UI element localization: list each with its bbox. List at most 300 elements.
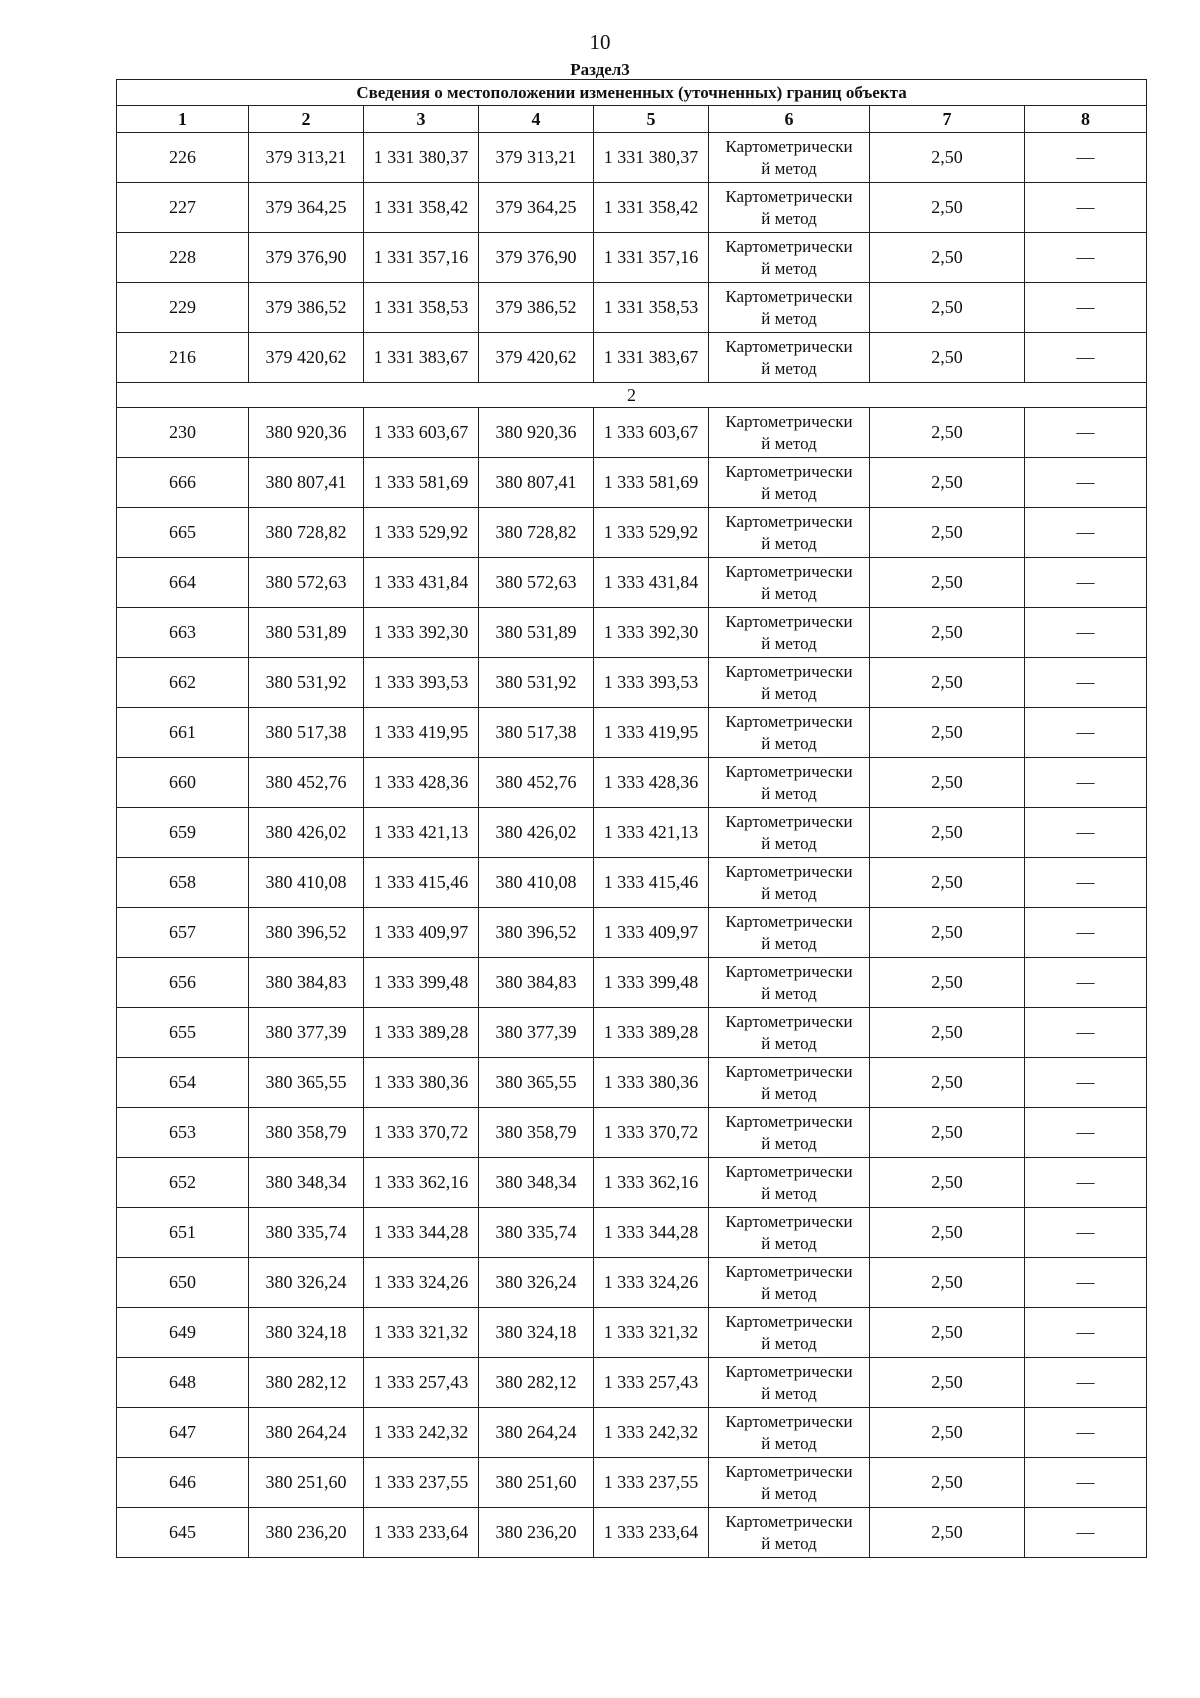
accuracy-cell: 2,50 (870, 1408, 1025, 1458)
method-text-line: й метод (761, 308, 817, 328)
point-number-cell: 647 (117, 1408, 249, 1458)
method-cell (709, 758, 870, 808)
table-row (117, 408, 1147, 458)
y-existing-cell: 1 331 383,67 (364, 333, 479, 383)
point-number-cell: 666 (117, 458, 249, 508)
method-text-line: й метод (761, 783, 817, 803)
y-new-cell: 1 333 393,53 (594, 658, 709, 708)
table-row (117, 608, 1147, 658)
method-text-line: Картометрически (725, 561, 853, 581)
x-existing-cell: 380 326,24 (249, 1258, 364, 1308)
accuracy-cell: 2,50 (870, 908, 1025, 958)
note-cell: — (1025, 758, 1147, 808)
accuracy-cell: 2,50 (870, 458, 1025, 508)
note-cell: — (1025, 1358, 1147, 1408)
y-existing-cell: 1 333 529,92 (364, 508, 479, 558)
method-cell (709, 1358, 870, 1408)
column-number: 8 (1025, 106, 1147, 133)
x-new-cell: 380 326,24 (479, 1258, 594, 1308)
method-cell (709, 1458, 870, 1508)
column-number: 7 (870, 106, 1025, 133)
table-row (117, 558, 1147, 608)
method-text-line: й метод (761, 833, 817, 853)
method-cell (709, 1258, 870, 1308)
method-cell (709, 133, 870, 183)
note-cell: — (1025, 658, 1147, 708)
y-existing-cell: 1 333 324,26 (364, 1258, 479, 1308)
point-number-cell: 645 (117, 1508, 249, 1558)
y-existing-cell: 1 333 399,48 (364, 958, 479, 1008)
y-existing-cell: 1 333 380,36 (364, 1058, 479, 1108)
y-new-cell: 1 333 380,36 (594, 1058, 709, 1108)
x-existing-cell: 380 335,74 (249, 1208, 364, 1258)
x-new-cell: 380 324,18 (479, 1308, 594, 1358)
contour-label-row (117, 383, 1147, 408)
table-row (117, 183, 1147, 233)
table-row (117, 133, 1147, 183)
note-cell: — (1025, 333, 1147, 383)
method-cell (709, 283, 870, 333)
x-existing-cell: 379 364,25 (249, 183, 364, 233)
x-existing-cell: 380 572,63 (249, 558, 364, 608)
method-cell (709, 808, 870, 858)
note-cell: — (1025, 1508, 1147, 1558)
boundary-coordinates-table (116, 79, 1147, 1558)
point-number-cell: 229 (117, 283, 249, 333)
table-row (117, 1308, 1147, 1358)
method-text-line: Картометрически (725, 1211, 853, 1231)
accuracy-cell: 2,50 (870, 608, 1025, 658)
method-text-line: Картометрически (725, 511, 853, 531)
table-row (117, 1358, 1147, 1408)
y-new-cell: 1 331 358,42 (594, 183, 709, 233)
method-text-line: й метод (761, 1083, 817, 1103)
y-existing-cell: 1 333 392,30 (364, 608, 479, 658)
note-cell: — (1025, 808, 1147, 858)
method-text-line: й метод (761, 683, 817, 703)
accuracy-cell: 2,50 (870, 1308, 1025, 1358)
y-new-cell: 1 333 370,72 (594, 1108, 709, 1158)
table-row (117, 658, 1147, 708)
accuracy-cell: 2,50 (870, 708, 1025, 758)
method-text-line: й метод (761, 1533, 817, 1553)
note-cell: — (1025, 1258, 1147, 1308)
method-cell (709, 1108, 870, 1158)
y-new-cell: 1 333 392,30 (594, 608, 709, 658)
y-existing-cell: 1 333 415,46 (364, 858, 479, 908)
point-number-cell: 651 (117, 1208, 249, 1258)
x-new-cell: 380 251,60 (479, 1458, 594, 1508)
x-new-cell: 380 920,36 (479, 408, 594, 458)
method-text-line: Картометрически (725, 911, 853, 931)
method-text-line: Картометрически (725, 1111, 853, 1131)
method-cell (709, 608, 870, 658)
accuracy-cell: 2,50 (870, 233, 1025, 283)
x-new-cell: 380 282,12 (479, 1358, 594, 1408)
y-new-cell: 1 333 603,67 (594, 408, 709, 458)
x-new-cell: 380 348,34 (479, 1158, 594, 1208)
note-cell: — (1025, 1408, 1147, 1458)
accuracy-cell: 2,50 (870, 283, 1025, 333)
point-number-cell: 660 (117, 758, 249, 808)
method-text-line: й метод (761, 1033, 817, 1053)
x-existing-cell: 380 531,89 (249, 608, 364, 658)
y-new-cell: 1 333 242,32 (594, 1408, 709, 1458)
method-text-line: й метод (761, 933, 817, 953)
column-number: 3 (364, 106, 479, 133)
y-existing-cell: 1 333 257,43 (364, 1358, 479, 1408)
method-cell (709, 1308, 870, 1358)
y-new-cell: 1 331 380,37 (594, 133, 709, 183)
table-row (117, 508, 1147, 558)
method-text-line: й метод (761, 1333, 817, 1353)
table-row (117, 1058, 1147, 1108)
x-new-cell: 380 426,02 (479, 808, 594, 858)
x-existing-cell: 380 251,60 (249, 1458, 364, 1508)
method-text-line: й метод (761, 1133, 817, 1153)
point-number-cell: 228 (117, 233, 249, 283)
column-number-row (117, 106, 1147, 133)
method-cell (709, 1508, 870, 1558)
y-new-cell: 1 333 421,13 (594, 808, 709, 858)
note-cell: — (1025, 233, 1147, 283)
point-number-cell: 656 (117, 958, 249, 1008)
y-new-cell: 1 333 419,95 (594, 708, 709, 758)
method-cell (709, 408, 870, 458)
y-new-cell: 1 333 409,97 (594, 908, 709, 958)
y-existing-cell: 1 333 344,28 (364, 1208, 479, 1258)
y-existing-cell: 1 331 380,37 (364, 133, 479, 183)
method-text-line: Картометрически (725, 236, 853, 256)
y-new-cell: 1 333 431,84 (594, 558, 709, 608)
method-text-line: Картометрически (725, 861, 853, 881)
note-cell: — (1025, 183, 1147, 233)
accuracy-cell: 2,50 (870, 558, 1025, 608)
x-new-cell: 380 377,39 (479, 1008, 594, 1058)
accuracy-cell: 2,50 (870, 1508, 1025, 1558)
point-number-cell: 661 (117, 708, 249, 758)
method-cell (709, 458, 870, 508)
x-new-cell: 380 531,89 (479, 608, 594, 658)
y-existing-cell: 1 333 603,67 (364, 408, 479, 458)
method-cell (709, 558, 870, 608)
x-new-cell: 379 313,21 (479, 133, 594, 183)
y-new-cell: 1 333 428,36 (594, 758, 709, 808)
x-existing-cell: 380 377,39 (249, 1008, 364, 1058)
method-text-line: й метод (761, 483, 817, 503)
table-row (117, 1208, 1147, 1258)
x-existing-cell: 379 420,62 (249, 333, 364, 383)
point-number-cell: 216 (117, 333, 249, 383)
table-row (117, 333, 1147, 383)
point-number-cell: 659 (117, 808, 249, 858)
accuracy-cell: 2,50 (870, 1258, 1025, 1308)
x-new-cell: 380 410,08 (479, 858, 594, 908)
x-new-cell: 380 396,52 (479, 908, 594, 958)
method-text-line: Картометрически (725, 761, 853, 781)
y-new-cell: 1 333 257,43 (594, 1358, 709, 1408)
x-new-cell: 380 807,41 (479, 458, 594, 508)
y-existing-cell: 1 333 242,32 (364, 1408, 479, 1458)
accuracy-cell: 2,50 (870, 958, 1025, 1008)
method-text-line: й метод (761, 1383, 817, 1403)
note-cell: — (1025, 1308, 1147, 1358)
method-text-line: й метод (761, 633, 817, 653)
x-new-cell: 380 264,24 (479, 1408, 594, 1458)
note-cell: — (1025, 1158, 1147, 1208)
method-text-line: Картометрически (725, 961, 853, 981)
accuracy-cell: 2,50 (870, 1008, 1025, 1058)
method-text-line: й метод (761, 258, 817, 278)
method-text-line: Картометрически (725, 1511, 853, 1531)
x-existing-cell: 380 452,76 (249, 758, 364, 808)
y-new-cell: 1 331 358,53 (594, 283, 709, 333)
x-existing-cell: 379 376,90 (249, 233, 364, 283)
point-number-cell: 657 (117, 908, 249, 958)
x-existing-cell: 380 236,20 (249, 1508, 364, 1558)
y-new-cell: 1 333 529,92 (594, 508, 709, 558)
method-text-line: Картометрически (725, 336, 853, 356)
method-text-line: Картометрически (725, 711, 853, 731)
accuracy-cell: 2,50 (870, 1058, 1025, 1108)
y-existing-cell: 1 333 393,53 (364, 658, 479, 708)
method-cell (709, 1208, 870, 1258)
accuracy-cell: 2,50 (870, 1208, 1025, 1258)
contour-label: 2 (117, 383, 1147, 408)
y-new-cell: 1 333 415,46 (594, 858, 709, 908)
y-existing-cell: 1 333 362,16 (364, 1158, 479, 1208)
x-new-cell: 380 452,76 (479, 758, 594, 808)
method-text-line: й метод (761, 208, 817, 228)
x-new-cell: 380 531,92 (479, 658, 594, 708)
x-new-cell: 380 384,83 (479, 958, 594, 1008)
section-label: Раздел3 (570, 60, 630, 79)
method-cell (709, 508, 870, 558)
x-existing-cell: 380 282,12 (249, 1358, 364, 1408)
method-text-line: Картометрически (725, 461, 853, 481)
table-row (117, 1458, 1147, 1508)
method-text-line: й метод (761, 733, 817, 753)
y-existing-cell: 1 333 428,36 (364, 758, 479, 808)
method-text-line: й метод (761, 1183, 817, 1203)
method-cell (709, 183, 870, 233)
method-cell (709, 1158, 870, 1208)
x-existing-cell: 380 517,38 (249, 708, 364, 758)
point-number-cell: 650 (117, 1258, 249, 1308)
y-existing-cell: 1 331 358,42 (364, 183, 479, 233)
accuracy-cell: 2,50 (870, 1358, 1025, 1408)
y-new-cell: 1 333 324,26 (594, 1258, 709, 1308)
accuracy-cell: 2,50 (870, 858, 1025, 908)
note-cell: — (1025, 958, 1147, 1008)
x-new-cell: 380 236,20 (479, 1508, 594, 1558)
table-row (117, 858, 1147, 908)
table-caption: Сведения о местоположении измененных (уточненных) границ объекта (117, 80, 1147, 106)
method-text-line: й метод (761, 158, 817, 178)
method-text-line: й метод (761, 883, 817, 903)
method-text-line: Картометрически (725, 611, 853, 631)
accuracy-cell: 2,50 (870, 508, 1025, 558)
column-number: 2 (249, 106, 364, 133)
x-new-cell: 380 335,74 (479, 1208, 594, 1258)
y-existing-cell: 1 333 421,13 (364, 808, 479, 858)
y-new-cell: 1 333 344,28 (594, 1208, 709, 1258)
note-cell: — (1025, 133, 1147, 183)
table-row (117, 458, 1147, 508)
x-new-cell: 380 517,38 (479, 708, 594, 758)
page-number: 10 (589, 30, 611, 54)
y-new-cell: 1 333 389,28 (594, 1008, 709, 1058)
x-new-cell: 380 358,79 (479, 1108, 594, 1158)
column-number: 6 (709, 106, 870, 133)
note-cell: — (1025, 408, 1147, 458)
method-text-line: Картометрически (725, 661, 853, 681)
x-existing-cell: 380 728,82 (249, 508, 364, 558)
point-number-cell: 649 (117, 1308, 249, 1358)
column-number: 5 (594, 106, 709, 133)
x-existing-cell: 380 348,34 (249, 1158, 364, 1208)
note-cell: — (1025, 1108, 1147, 1158)
y-existing-cell: 1 333 370,72 (364, 1108, 479, 1158)
x-existing-cell: 379 386,52 (249, 283, 364, 333)
method-text-line: й метод (761, 433, 817, 453)
y-new-cell: 1 333 233,64 (594, 1508, 709, 1558)
method-cell (709, 658, 870, 708)
method-text-line: Картометрически (725, 1261, 853, 1281)
y-existing-cell: 1 333 233,64 (364, 1508, 479, 1558)
table-body (117, 133, 1147, 1558)
y-existing-cell: 1 333 419,95 (364, 708, 479, 758)
y-existing-cell: 1 331 358,53 (364, 283, 479, 333)
note-cell: — (1025, 608, 1147, 658)
x-new-cell: 380 728,82 (479, 508, 594, 558)
point-number-cell: 648 (117, 1358, 249, 1408)
method-text-line: Картометрически (725, 811, 853, 831)
table-row (117, 1258, 1147, 1308)
x-existing-cell: 380 410,08 (249, 858, 364, 908)
y-existing-cell: 1 333 581,69 (364, 458, 479, 508)
x-existing-cell: 380 365,55 (249, 1058, 364, 1108)
method-text-line: й метод (761, 1433, 817, 1453)
point-number-cell: 654 (117, 1058, 249, 1108)
note-cell: — (1025, 508, 1147, 558)
accuracy-cell: 2,50 (870, 333, 1025, 383)
table-row (117, 908, 1147, 958)
x-existing-cell: 380 531,92 (249, 658, 364, 708)
note-cell: — (1025, 458, 1147, 508)
column-number: 4 (479, 106, 594, 133)
column-number: 1 (117, 106, 249, 133)
table-row (117, 958, 1147, 1008)
table-row (117, 1508, 1147, 1558)
method-cell (709, 958, 870, 1008)
table-row (117, 758, 1147, 808)
point-number-cell: 227 (117, 183, 249, 233)
y-existing-cell: 1 333 237,55 (364, 1458, 479, 1508)
note-cell: — (1025, 1208, 1147, 1258)
method-text-line: Картометрически (725, 1411, 853, 1431)
y-existing-cell: 1 333 431,84 (364, 558, 479, 608)
y-existing-cell: 1 333 409,97 (364, 908, 479, 958)
point-number-cell: 653 (117, 1108, 249, 1158)
table-row (117, 808, 1147, 858)
method-text-line: й метод (761, 583, 817, 603)
method-text-line: й метод (761, 983, 817, 1003)
accuracy-cell: 2,50 (870, 183, 1025, 233)
accuracy-cell: 2,50 (870, 1458, 1025, 1508)
method-text-line: Картометрически (725, 286, 853, 306)
method-text-line: Картометрически (725, 186, 853, 206)
point-number-cell: 662 (117, 658, 249, 708)
note-cell: — (1025, 858, 1147, 908)
accuracy-cell: 2,50 (870, 758, 1025, 808)
note-cell: — (1025, 283, 1147, 333)
x-existing-cell: 379 313,21 (249, 133, 364, 183)
y-new-cell: 1 333 399,48 (594, 958, 709, 1008)
x-existing-cell: 380 426,02 (249, 808, 364, 858)
note-cell: — (1025, 908, 1147, 958)
table-row (117, 1008, 1147, 1058)
method-cell (709, 1008, 870, 1058)
x-existing-cell: 380 807,41 (249, 458, 364, 508)
method-text-line: Картометрически (725, 1161, 853, 1181)
y-new-cell: 1 331 383,67 (594, 333, 709, 383)
table-row (117, 1408, 1147, 1458)
x-existing-cell: 380 384,83 (249, 958, 364, 1008)
point-number-cell: 655 (117, 1008, 249, 1058)
y-new-cell: 1 331 357,16 (594, 233, 709, 283)
method-text-line: й метод (761, 533, 817, 553)
note-cell: — (1025, 558, 1147, 608)
x-existing-cell: 380 264,24 (249, 1408, 364, 1458)
y-new-cell: 1 333 581,69 (594, 458, 709, 508)
method-cell (709, 908, 870, 958)
accuracy-cell: 2,50 (870, 658, 1025, 708)
y-new-cell: 1 333 362,16 (594, 1158, 709, 1208)
point-number-cell: 230 (117, 408, 249, 458)
x-new-cell: 380 365,55 (479, 1058, 594, 1108)
point-number-cell: 652 (117, 1158, 249, 1208)
method-text-line: Картометрически (725, 1461, 853, 1481)
table-row (117, 708, 1147, 758)
note-cell: — (1025, 1458, 1147, 1508)
method-text-line: й метод (761, 1483, 817, 1503)
accuracy-cell: 2,50 (870, 1108, 1025, 1158)
method-text-line: Картометрически (725, 136, 853, 156)
x-new-cell: 380 572,63 (479, 558, 594, 608)
method-text-line: й метод (761, 358, 817, 378)
point-number-cell: 665 (117, 508, 249, 558)
y-existing-cell: 1 331 357,16 (364, 233, 479, 283)
point-number-cell: 663 (117, 608, 249, 658)
method-cell (709, 233, 870, 283)
accuracy-cell: 2,50 (870, 408, 1025, 458)
x-existing-cell: 380 324,18 (249, 1308, 364, 1358)
method-text-line: й метод (761, 1233, 817, 1253)
table-row (117, 1108, 1147, 1158)
note-cell: — (1025, 1008, 1147, 1058)
table-row (117, 283, 1147, 333)
x-existing-cell: 380 396,52 (249, 908, 364, 958)
y-new-cell: 1 333 237,55 (594, 1458, 709, 1508)
method-cell (709, 333, 870, 383)
method-text-line: Картометрически (725, 1061, 853, 1081)
method-cell (709, 858, 870, 908)
x-existing-cell: 380 920,36 (249, 408, 364, 458)
method-text-line: Картометрически (725, 1311, 853, 1331)
table-row (117, 1158, 1147, 1208)
method-cell (709, 1408, 870, 1458)
